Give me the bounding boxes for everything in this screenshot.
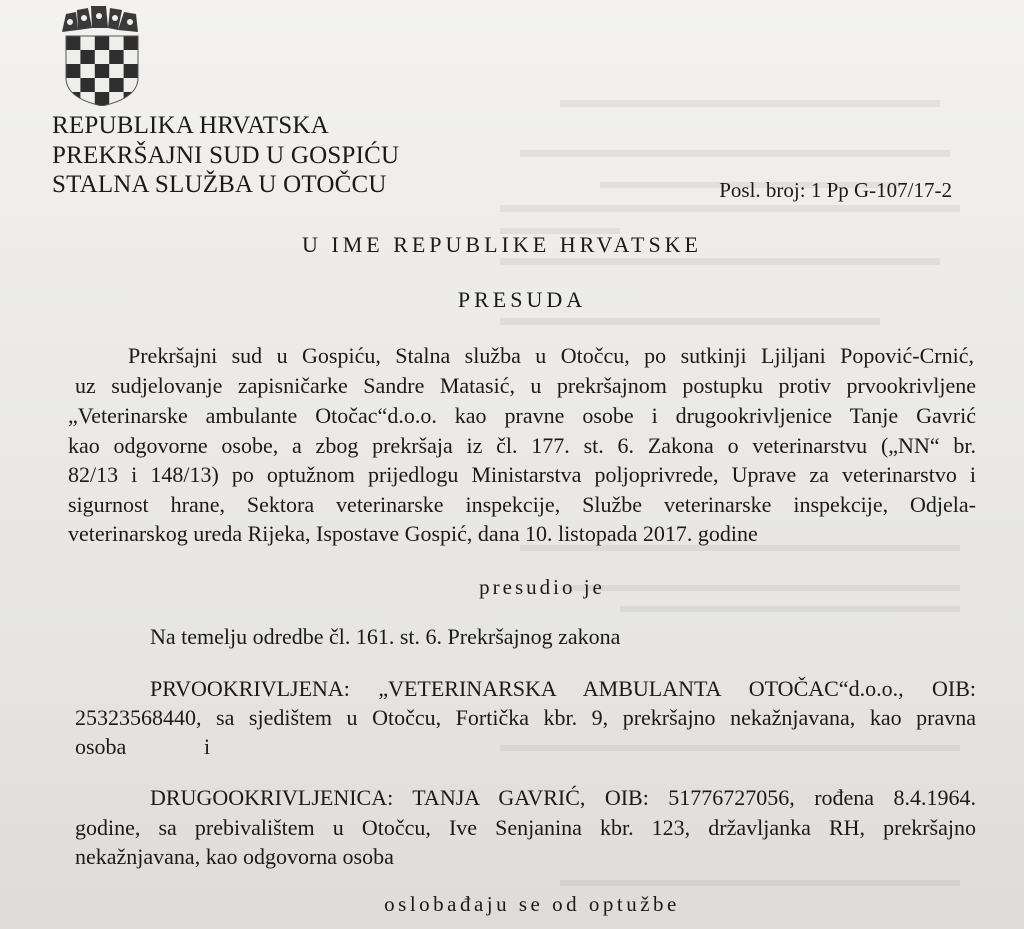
header-court: PREKRŠAJNI SUD U GOSPIĆU <box>52 142 400 169</box>
header-branch: STALNA SLUŽBA U OTOČCU <box>52 171 387 198</box>
legal-basis: Na temelju odredbe čl. 161. st. 6. Prekršajnog zakona <box>150 624 621 649</box>
intro-line: „Veterinarske ambulante Otočac“d.o.o. kao pravne osobe i drugookrivljenice Tanje Gavrić <box>68 403 976 428</box>
intro-line: uz sudjelovanje zapisničarke Sandre Matasić, u prekršajnom postupku protiv prvookrivljene <box>75 373 976 398</box>
intro-line: kao odgovorne osobe, a zbog prekršaja iz čl. 177. st. 6. Zakona o veterinarstvu („NN“ br. <box>68 433 976 458</box>
case-number: Posl. broj: 1 Pp G-107/17-2 <box>719 178 952 202</box>
first-defendant-line: PRVOOKRIVLJENA: „VETERINARSKA AMBULANTA OTOČAC“d.o.o., OIB: <box>150 676 976 701</box>
ruled-label: presudio je <box>479 575 605 599</box>
acquittal-statement: oslobađaju se od optužbe <box>384 892 680 916</box>
intro-line: sigurnost hrane, Sektora veterinarske inspekcije, Službe veterinarske inspekcije, Odjela- <box>68 492 976 517</box>
in-name-of-title: U IME REPUBLIKE HRVATSKE <box>301 232 702 257</box>
second-defendant-line: nekažnjavana, kao odgovorna osoba <box>75 844 394 869</box>
header-country: REPUBLIKA HRVATSKA <box>52 112 329 139</box>
verdict-title: PRESUDA <box>457 287 587 312</box>
coat-of-arms-icon <box>58 6 146 106</box>
second-defendant-line: DRUGOOKRIVLJENICA: TANJA GAVRIĆ, OIB: 51776727056, rođena 8.4.1964. <box>150 785 976 810</box>
intro-line: 82/13 i 148/13) po optužnom prijedlogu Ministarstva poljoprivrede, Uprave za veterinarstvo i <box>68 462 976 487</box>
intro-line: veterinarskog ureda Rijeka, Ispostave Gospić, dana 10. listopada 2017. godine <box>68 521 758 546</box>
first-defendant-line: osoba <box>75 734 127 759</box>
first-defendant-line: 25323568440, sa sjedištem u Otočcu, Fortička kbr. 9, prekršajno nekažnjavana, kao pravna <box>75 705 976 730</box>
intro-line: Prekršajni sud u Gospiću, Stalna služba u Otočcu, po sutkinji Ljiljani Popović-Crnić, <box>128 343 974 368</box>
second-defendant-line: godine, sa prebivalištem u Otočcu, Ive Senjanina kbr. 123, državljanka RH, prekršajno <box>75 815 976 840</box>
first-defendant-conjunction: i <box>204 734 211 759</box>
